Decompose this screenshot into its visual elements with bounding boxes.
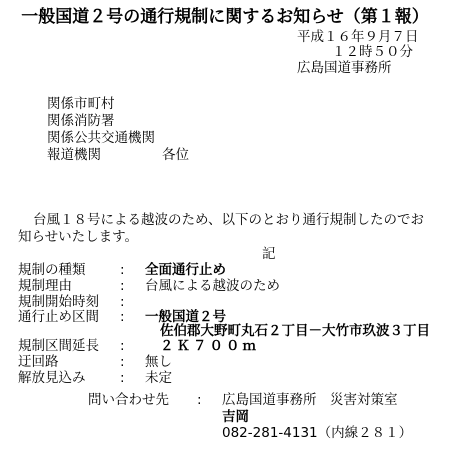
separator: : [120,294,125,310]
reopening-outlook-value: 未定 [145,370,172,386]
section-length-value: ２Ｋ７００ｍ [160,338,259,354]
regulation-type-label: 規制の種類 [18,262,86,278]
ki-heading: 記 [262,246,276,262]
contact-label: 問い合わせ先 [88,392,169,408]
section-length-label: 規制区間延長 [18,338,99,354]
issuer-name: 広島国道事務所 [297,60,392,76]
closed-section-range: 佐伯郡大野町丸石２丁目－大竹市玖波３丁目 [160,323,430,339]
separator: : [120,262,125,278]
separator: : [120,354,125,370]
reopening-outlook-label: 解放見込み [18,370,86,386]
recipient-honorific: 各位 [162,147,189,163]
separator: : [120,370,125,386]
separator: : [120,278,125,294]
recipient-public-transport: 関係公共交通機関 [47,130,155,146]
body-line: 台風１８号による越波のため、以下のとおり通行規制したのでお [33,212,424,228]
regulation-reason-value: 台風による越波のため [145,278,280,294]
separator: : [120,338,125,354]
detour-value: 無し [145,354,172,370]
recipient-fire-departments: 関係消防署 [47,113,115,129]
contact-office: 広島国道事務所 災害対策室 [222,392,398,408]
closed-section-route: 一般国道２号 [145,309,226,325]
contact-phone: 082-281-4131（内線２８１） [222,425,413,441]
body-line: 知らせいたします。 [18,229,139,245]
regulation-reason-label: 規制理由 [18,278,72,294]
separator: : [120,309,125,325]
detour-label: 迂回路 [18,354,59,370]
issue-time: １２時５０分 [332,44,413,60]
contact-person: 吉岡 [222,409,249,425]
regulation-start-label: 規制開始時刻 [18,294,99,310]
separator: : [197,392,202,408]
document-title: 一般国道２号の通行規制に関するお知らせ（第１報） [21,7,429,27]
closed-section-label: 通行止め区間 [18,309,99,325]
issue-date: 平成１６年９月７日 [297,29,419,45]
recipient-press: 報道機関 [47,147,101,163]
regulation-type-value: 全面通行止め [145,262,226,278]
recipient-municipalities: 関係市町村 [47,96,115,112]
